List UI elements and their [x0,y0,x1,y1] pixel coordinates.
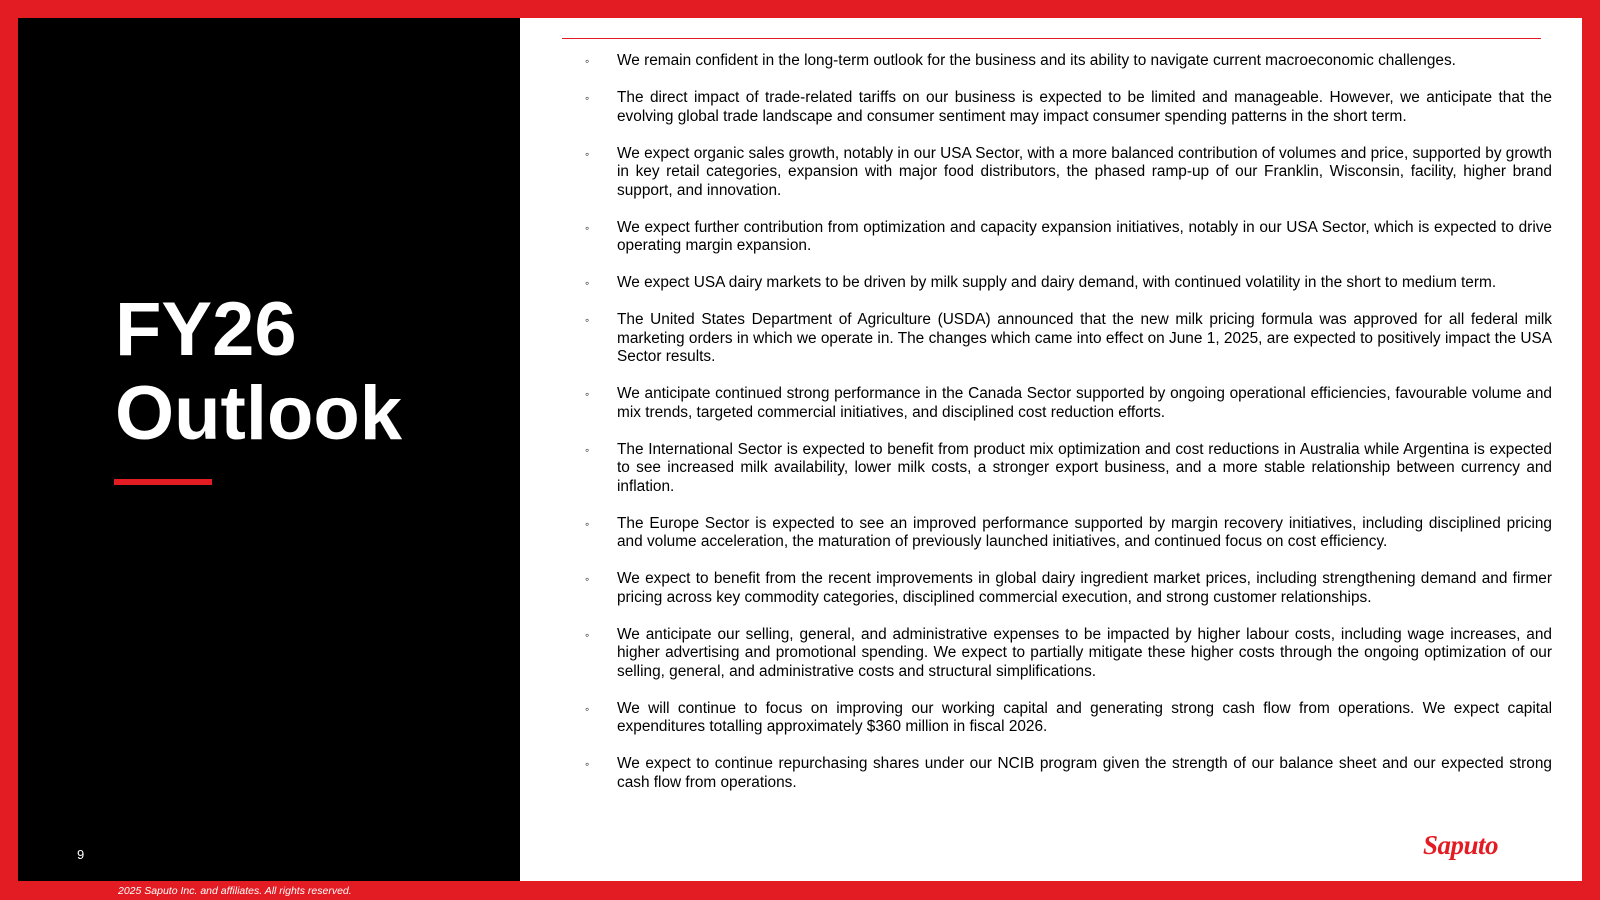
bullet-marker: ◦ [585,572,590,586]
bullet-text: The direct impact of trade-related tariffs on our business is expected to be limited and manageable. However, we anticipate that the evolving global trade landscape and consumer sentiment may impact consumer spending patterns in the short term. [617,89,1552,125]
bullet-marker: ◦ [585,276,590,290]
outlook-bullet [585,570,1552,607]
bullet-text: We expect to continue repurchasing shares under our NCIB program given the strength of our balance sheet and our expected strong cash flow from operations. [617,755,1552,791]
saputo-logo: Saputo [1423,830,1499,860]
outlook-bullet [585,441,1552,497]
bullet-marker: ◦ [585,757,590,771]
bullet-text: We will continue to focus on improving our working capital and generating strong cash flow from operations. We expect capital expenditures totalling approximately $360 million in fiscal 2026. [617,699,1552,735]
outlook-bullet [585,89,1552,126]
bullet-marker: ◦ [585,54,590,68]
outlook-bullet [585,274,1552,293]
bullet-text: We expect to benefit from the recent improvements in global dairy ingredient market prices, including strengthening demand and firmer pricing across key commodity categories, disciplined commercial execution, and strong customer relationships. [617,570,1552,606]
bullet-text: We expect organic sales growth, notably in our USA Sector, with a more balanced contribution of volumes and price, supported by growth in key retail categories, expansion with major food distributors, the phased ramp-up of our Franklin, Wisconsin, facility, higher brand support, and innovation. [617,144,1552,199]
top-divider [562,38,1541,39]
bullet-text: The Europe Sector is expected to see an improved performance supported by margin recovery initiatives, including disciplined pricing and volume acceleration, the maturation of previously launched initiatives, and continued focus on cost efficiency. [617,514,1552,550]
bullet-text: The International Sector is expected to benefit from product mix optimization and cost reductions in Australia while Argentina is expected to see increased milk availability, lower milk costs, a stronger export business, and a more stable relationship between currency and inflation. [617,440,1552,495]
bullet-text: We anticipate continued strong performance in the Canada Sector supported by ongoing operational efficiencies, favourable volume and mix trends, targeted commercial initiatives, and disciplined cost reduction efforts. [617,385,1552,421]
outlook-bullet [585,219,1552,256]
bullet-marker: ◦ [585,91,590,105]
bullet-marker: ◦ [585,387,590,401]
slide-title-line-2: Outlook [115,371,403,456]
bullet-marker: ◦ [585,146,590,161]
content-panel [520,18,1582,881]
bullet-marker: ◦ [585,627,590,642]
outlook-bullet-list [585,52,1552,811]
outlook-bullet [585,700,1552,737]
outlook-bullet [585,515,1552,552]
bullet-marker: ◦ [585,701,590,716]
title-underline [114,479,212,485]
bullet-text: The United States Department of Agriculture (USDA) announced that the new milk pricing formula was approved for all federal milk marketing orders in which we operate in. The changes which came into effect on June 1, 2025, are expected to positively impact the USA Sector results. [617,311,1552,365]
outlook-bullet [585,755,1552,792]
bullet-marker: ◦ [585,220,590,235]
bullet-text: We remain confident in the long-term outlook for the business and its ability to navigate current macroeconomic challenges. [617,52,1456,69]
slide-title [115,288,402,456]
page-number: 9 [77,847,85,862]
bullet-marker: ◦ [585,516,590,531]
bullet-text: We expect further contribution from optimization and capacity expansion initiatives, notably in our USA Sector, which is expected to drive operating margin expansion. [617,218,1552,254]
bullet-marker: ◦ [585,442,590,457]
outlook-bullet [585,52,1552,71]
bullet-text: We anticipate our selling, general, and administrative expenses to be impacted by higher labour costs, including wage increases, and higher advertising and promotional spending. We expect to partially mitigate these higher costs through the ongoing optimization of our selling, general, and administrative costs and structural simplifications. [617,625,1552,680]
copyright-footer: 2025 Saputo Inc. and affiliates. All rights reserved. [118,885,352,897]
slide-title-line-1: FY26 [115,287,297,372]
bullet-text: We expect USA dairy markets to be driven by milk supply and dairy demand, with continued volatility in the short to medium term. [617,274,1497,291]
bullet-marker: ◦ [585,313,590,327]
title-panel [18,18,520,881]
outlook-bullet [585,626,1552,682]
outlook-bullet [585,311,1552,367]
outlook-bullet [585,385,1552,422]
outlook-bullet [585,145,1552,201]
